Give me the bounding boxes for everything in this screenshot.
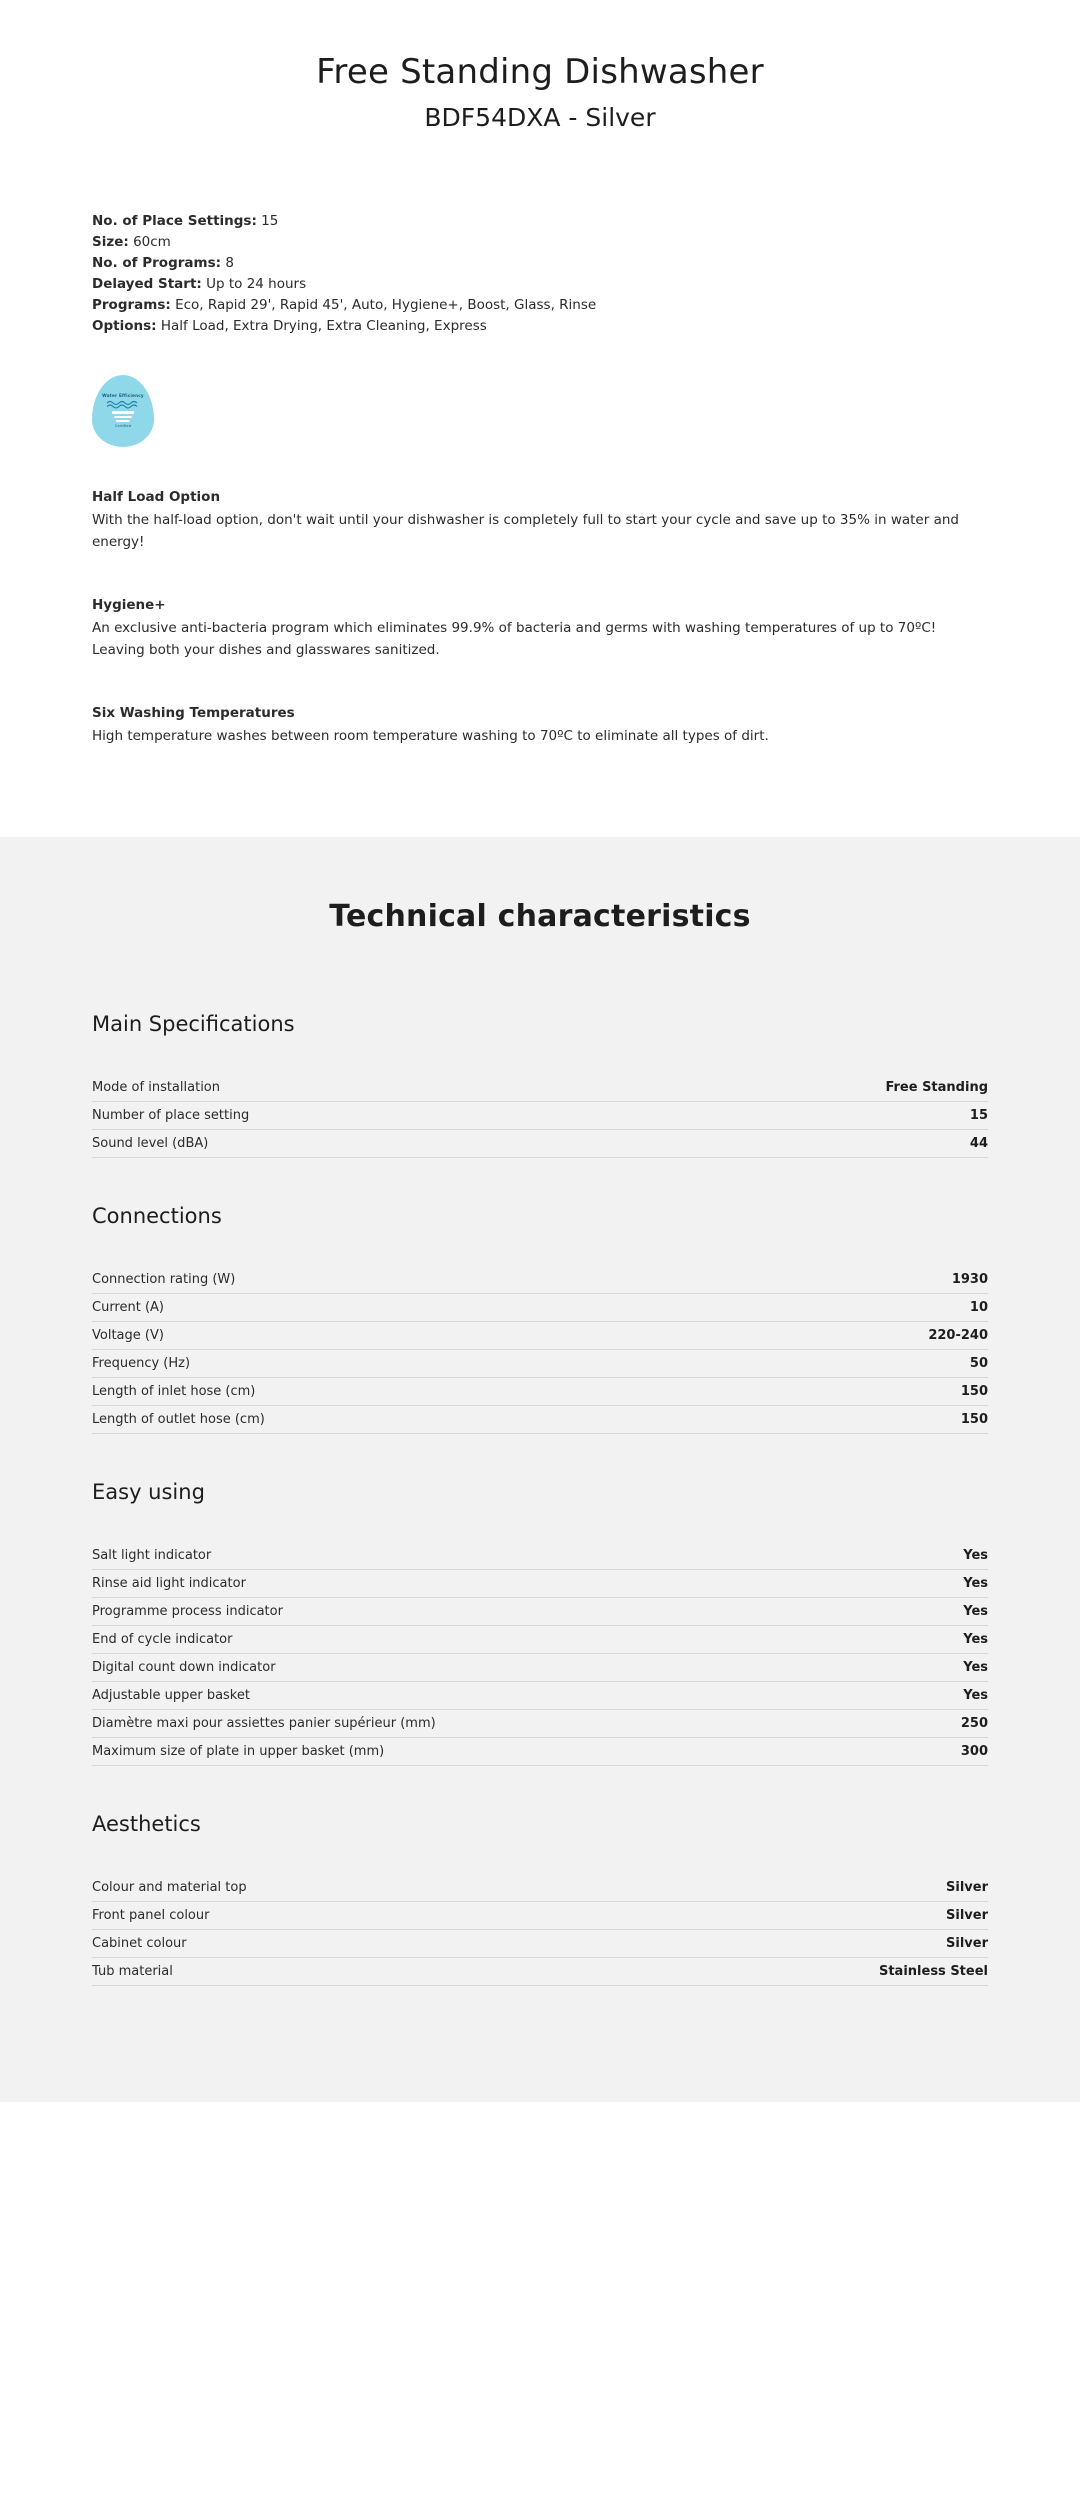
row-value: Yes: [963, 1575, 988, 1591]
row-value: 300: [960, 1743, 988, 1759]
spec-item: [92, 232, 1080, 253]
badge-wrap: [0, 337, 1080, 437]
row-value: Yes: [963, 1631, 988, 1647]
spec-label: Size:: [92, 233, 129, 250]
wave-icon: [106, 400, 140, 409]
row-label: Digital count down indicator: [92, 1659, 276, 1675]
row-label: Length of inlet hose (cm): [92, 1383, 256, 1399]
group-title: Aesthetics: [92, 1811, 201, 1836]
spec-value: 8: [225, 254, 234, 271]
drop-shape: [92, 375, 154, 447]
group-title: Main Specifications: [92, 1011, 295, 1036]
group-title: Easy using: [92, 1479, 205, 1504]
feature-six-washing-temperatures: [0, 705, 1080, 747]
spec-label: Programs:: [92, 296, 171, 313]
row-label: Number of place setting: [92, 1107, 250, 1123]
spec-item: [92, 274, 1080, 295]
feature-text: An exclusive anti-bacteria program which eliminates 99.9% of bacteria and germs with washing temperatures of up to 70ºC! Leaving both your dishes and glasswares sanitized.: [92, 619, 937, 658]
row-label: Sound level (dBA): [92, 1135, 209, 1151]
row-label: Colour and material top: [92, 1879, 247, 1895]
row-value: 15: [969, 1107, 988, 1123]
spec-group-main-specifications: [0, 1012, 1080, 1158]
row-label: Cabinet colour: [92, 1935, 187, 1951]
drop-top-label: Water Efficiency: [102, 393, 144, 399]
spec-rows: [92, 1266, 988, 1434]
technical-characteristics-section: [0, 837, 1080, 2102]
rating-bars: [112, 411, 134, 422]
row-value: 250: [960, 1715, 988, 1731]
rating-bar: [112, 411, 134, 414]
group-title: Connections: [92, 1203, 222, 1228]
drop-bottom-label: Certified: [114, 424, 132, 429]
row-label: Frequency (Hz): [92, 1355, 191, 1371]
row-value: Yes: [963, 1603, 988, 1619]
table-row: [92, 1874, 988, 1902]
table-row: [92, 1710, 988, 1738]
table-row: [92, 1266, 988, 1294]
table-row: [92, 1570, 988, 1598]
spec-value: Eco, Rapid 29', Rapid 45', Auto, Hygiene+, Boost, Glass, Rinse: [175, 296, 597, 313]
table-row: [92, 1322, 988, 1350]
row-label: Adjustable upper basket: [92, 1687, 250, 1703]
spec-group-aesthetics: [0, 1812, 1080, 1986]
feature-heading: Hygiene+: [92, 596, 166, 613]
row-label: Salt light indicator: [92, 1547, 212, 1563]
title-block: [0, 52, 1080, 133]
feature-half-load: [0, 489, 1080, 553]
rating-bar: [116, 420, 130, 423]
row-value: Yes: [963, 1659, 988, 1675]
row-label: Tub material: [92, 1963, 173, 1979]
row-label: Connection rating (W): [92, 1271, 236, 1287]
table-row: [92, 1626, 988, 1654]
row-label: End of cycle indicator: [92, 1631, 233, 1647]
row-label: Current (A): [92, 1299, 164, 1315]
water-drop-icon: [92, 375, 154, 437]
spec-rows: [92, 1542, 988, 1766]
spec-label: No. of Programs:: [92, 254, 222, 271]
spec-label: No. of Place Settings:: [92, 212, 257, 229]
spec-label: Options:: [92, 317, 157, 334]
row-value: 50: [969, 1355, 988, 1371]
spec-value: 15: [261, 212, 279, 229]
spec-value: Half Load, Extra Drying, Extra Cleaning, Express: [160, 317, 487, 334]
table-row: [92, 1074, 988, 1102]
row-value: Silver: [946, 1935, 988, 1951]
row-label: Rinse aid light indicator: [92, 1575, 246, 1591]
spec-value: Up to 24 hours: [206, 275, 307, 292]
row-value: 150: [960, 1383, 988, 1399]
table-row: [92, 1682, 988, 1710]
spec-item: [92, 211, 1080, 232]
rating-bar: [114, 416, 132, 419]
row-value: Silver: [946, 1879, 988, 1895]
row-value: Stainless Steel: [878, 1963, 988, 1979]
spec-value: 60cm: [133, 233, 171, 250]
feature-heading: Six Washing Temperatures: [92, 704, 295, 721]
row-value: 44: [969, 1135, 988, 1151]
feature-heading: Half Load Option: [92, 488, 221, 505]
row-label: Diamètre maxi pour assiettes panier supérieur (mm): [92, 1715, 436, 1731]
row-label: Front panel colour: [92, 1907, 210, 1923]
spec-label: Delayed Start:: [92, 275, 202, 292]
table-row: [92, 1294, 988, 1322]
table-row: [92, 1902, 988, 1930]
table-row: [92, 1958, 988, 1986]
feature-text: High temperature washes between room temperature washing to 70ºC to eliminate all types of dirt.: [92, 727, 769, 744]
row-label: Maximum size of plate in upper basket (mm): [92, 1743, 385, 1759]
row-value: 10: [969, 1299, 988, 1315]
product-model-subtitle: BDF54DXA - Silver: [424, 102, 656, 132]
table-row: [92, 1598, 988, 1626]
table-row: [92, 1738, 988, 1766]
table-row: [92, 1406, 988, 1434]
spec-group-connections: [0, 1204, 1080, 1434]
row-value: 150: [960, 1411, 988, 1427]
row-label: Length of outlet hose (cm): [92, 1411, 265, 1427]
spec-item: [92, 316, 1080, 337]
technical-section-title: Technical characteristics: [329, 898, 751, 934]
row-label: Programme process indicator: [92, 1603, 283, 1619]
page-title: Free Standing Dishwasher: [316, 52, 764, 92]
spec-group-easy-using: [0, 1480, 1080, 1766]
feature-text: With the half-load option, don't wait until your dishwasher is completely full to start your cycle and save up to 35% in water and energy!: [92, 511, 959, 550]
table-row: [92, 1378, 988, 1406]
product-overview-section: [0, 0, 1080, 837]
spec-rows: [92, 1074, 988, 1158]
table-row: [92, 1102, 988, 1130]
row-value: Silver: [946, 1907, 988, 1923]
row-label: Mode of installation: [92, 1079, 220, 1095]
table-row: [92, 1350, 988, 1378]
table-row: [92, 1130, 988, 1158]
table-row: [92, 1930, 988, 1958]
row-value: Yes: [963, 1687, 988, 1703]
spec-item: [92, 295, 1080, 316]
row-label: Voltage (V): [92, 1327, 164, 1343]
row-value: Free Standing: [885, 1079, 988, 1095]
feature-hygiene-plus: [0, 597, 1080, 661]
table-row: [92, 1542, 988, 1570]
row-value: Yes: [963, 1547, 988, 1563]
row-value: 220-240: [928, 1327, 988, 1343]
table-row: [92, 1654, 988, 1682]
drop-inner: [92, 375, 154, 447]
key-specs-list: [0, 211, 1080, 337]
row-value: 1930: [951, 1271, 988, 1287]
spec-rows: [92, 1874, 988, 1986]
spec-item: [92, 253, 1080, 274]
